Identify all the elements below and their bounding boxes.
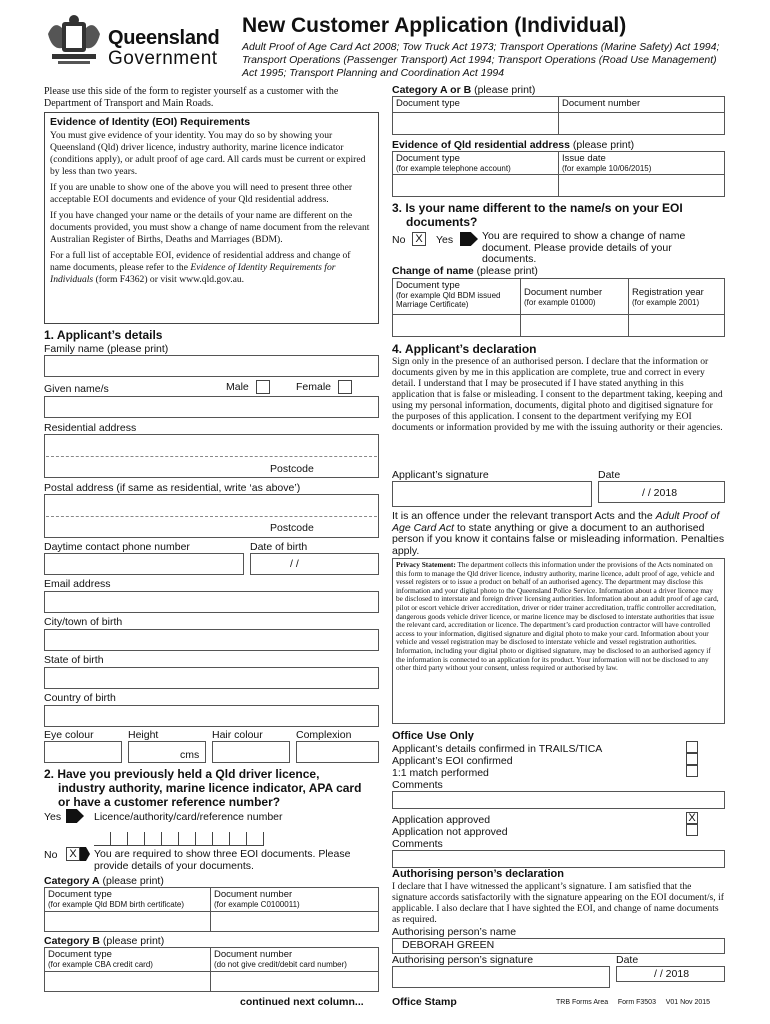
cat-a-heading: Category A (please print) bbox=[44, 875, 164, 887]
female-label: Female bbox=[296, 381, 332, 393]
gov-name-line1: Queensland bbox=[108, 27, 220, 49]
approval-comments-label: Comments bbox=[392, 838, 443, 850]
section3-heading: 3. Is your name different to the name/s on your EOI documents? bbox=[392, 201, 683, 229]
country-label: Country of birth bbox=[44, 692, 116, 704]
page-title: New Customer Application (Individual) bbox=[242, 14, 627, 37]
office-comments-label: Comments bbox=[392, 779, 443, 791]
office-comments-input[interactable] bbox=[392, 791, 725, 809]
continued-note: continued next column... bbox=[240, 996, 364, 1008]
cat-a-input-row[interactable] bbox=[45, 912, 379, 932]
cat-ab-table: Document type Document number bbox=[392, 96, 725, 135]
office-l2: Applicant’s EOI confirmed bbox=[392, 755, 513, 767]
not-approved-checkbox[interactable] bbox=[686, 824, 698, 836]
eoi-p2: If you are unable to show one of the above you will need to present three other acceptable EOI documents and evidence of your Qld residential address. bbox=[50, 182, 353, 205]
residential-label: Residential address bbox=[44, 422, 137, 434]
cat-ab-heading: Category A or B (please print) bbox=[392, 84, 536, 96]
office-l1-checkbox[interactable] bbox=[686, 741, 698, 753]
state-label: State of birth bbox=[44, 654, 104, 666]
auth-signature-input[interactable] bbox=[392, 966, 610, 988]
qld-crest bbox=[44, 14, 104, 66]
dob-input[interactable] bbox=[250, 553, 379, 575]
cat-a-table: Document type (for example Qld BDM birth certificate) Document number (for example C0100011) bbox=[44, 887, 379, 932]
auth-declaration-text: I declare that I have witnessed the applicant’s signature. I am satisfied that the signature accords satisfactorily with the signature appearing on the EOI document/s, if applicable. I also declare that I have sighted the EOI, and change of name documents as required. bbox=[392, 881, 724, 925]
applicant-signature-label: Applicant’s signature bbox=[392, 469, 489, 481]
approved-checkbox[interactable]: X bbox=[686, 812, 698, 824]
phone-label: Daytime contact phone number bbox=[44, 541, 190, 553]
auth-date-label: Date bbox=[616, 954, 639, 966]
intro-text: Please use this side of the form to register yourself as a customer with the Department of Transport and Main Roads. bbox=[44, 86, 339, 109]
s3-yes-label: Yes bbox=[436, 234, 454, 246]
licence-number-input[interactable] bbox=[94, 832, 264, 846]
s2-yes-label: Yes bbox=[44, 811, 62, 823]
male-checkbox[interactable] bbox=[256, 380, 270, 394]
office-use-heading: Office Use Only bbox=[392, 730, 474, 742]
eye-input[interactable] bbox=[44, 741, 122, 763]
email-label: Email address bbox=[44, 578, 111, 590]
res-address-table: Document type (for example telephone account) Issue date (for example 10/06/2015) bbox=[392, 151, 725, 197]
cat-ab-input-row[interactable] bbox=[393, 113, 725, 135]
approved-label: Application approved bbox=[392, 814, 491, 826]
office-stamp-label: Office Stamp bbox=[392, 996, 457, 1008]
section1-heading: 1. Applicant’s details bbox=[44, 328, 163, 342]
family-name-input[interactable] bbox=[44, 355, 379, 377]
section2-heading: 2. Have you previously held a Qld driver licence, industry authority, marine licence indicator, APA card or have a customer reference number? bbox=[44, 767, 362, 809]
privacy-statement: Privacy Statement: The department collects this information under the provisions of the Acts nominated on this form to manage the Qld driver licence, industry authority, marine licence, adult proof of age, vehicle and vessel registers or to issue a product on behalf of an authorised agency. The department may disclose this information and your digital photo to the Queensland Police Service. Information about a driver licence may be disclosed to interstate and foreign driver licensing authorities. Information about an adult proof of age card, pilot or escort vehicle driver accreditation, driver or rider trainer accreditation, traffic controller accreditation, dangerous goods vehicle driver licence, or marine licence may be disclosed to interstate authorities that issue the relevant card, accreditation or licence. The department’s card production contractor will have controlled access to your information, digitised signature and digital photo to make your card. Information about your vehicle and vessel registration may be disclosed to interstate vehicle and vessel registration authorities. Information, including your digital photo or digitised signature, may be disclosed to an authorised agency if the information is connected to an application for its product. Your information will not be disclosed to any other third party without your consent, unless required or authorised by law. bbox=[392, 558, 725, 724]
hair-input[interactable] bbox=[212, 741, 290, 763]
given-name-label: Given name/s bbox=[44, 383, 109, 395]
cat-b-heading: Category B (please print) bbox=[44, 935, 165, 947]
dob-label: Date of birth bbox=[250, 541, 308, 553]
state-input[interactable] bbox=[44, 667, 379, 689]
s2-no-label: No bbox=[44, 849, 58, 861]
s2-no-arrow-icon bbox=[80, 847, 90, 861]
email-input[interactable] bbox=[44, 591, 379, 613]
res-address-input-row[interactable] bbox=[393, 175, 725, 197]
office-l3: 1:1 match performed bbox=[392, 767, 489, 779]
height-label: Height bbox=[128, 729, 159, 741]
female-checkbox[interactable] bbox=[338, 380, 352, 394]
s2-no-text: You are required to show three EOI documents. Please provide details of your documents. bbox=[94, 848, 351, 872]
given-name-input[interactable] bbox=[44, 396, 379, 418]
section4-heading: 4. Applicant’s declaration bbox=[392, 342, 537, 356]
cat-b-input-row[interactable] bbox=[45, 972, 379, 992]
s2-yes-text: Licence/authority/card/reference number bbox=[94, 811, 283, 823]
res-address-heading: Evidence of Qld residential address (please print) bbox=[392, 139, 635, 151]
change-of-name-input-row[interactable] bbox=[393, 315, 725, 337]
footer-form-info: TRB Forms Area Form F3503 V01 Nov 2015 bbox=[556, 999, 711, 1006]
family-name-label: Family name (please print) bbox=[44, 343, 169, 355]
declaration-text: Sign only in the presence of an authorised person. I declare that the information or documents given by me in this application are complete, true and correct in every detail. I understand that I may be prosecuted if I have stated anything in this application that is false or misleading. I consent to the department taking, keeping and using my personal information, documents, digital photo and digitised signature for the purposes of this application. I consent to the department verifying my EOI documents or information provided by me with the issuing authority or their agencies. bbox=[392, 356, 723, 433]
gov-name-line2: Government bbox=[108, 48, 218, 69]
s3-no-label: No bbox=[392, 234, 406, 246]
eoi-p1: You must give evidence of your identity. You may do so by showing your Queensland (Qld) driver licence, industry authority, marine licence indicator (conditions apply), or adult proof of age card. All cards must be current or expired by less than two years. bbox=[50, 130, 366, 177]
auth-signature-label: Authorising person’s signature bbox=[392, 954, 534, 966]
s2-no-checkbox[interactable]: X bbox=[66, 847, 80, 861]
eoi-p3: If you have changed your name or the details of your name are different on the documents provided, you must show a change of name document from the relevant Australian Register of Births, Deaths and Marriages (BDM). bbox=[50, 210, 370, 245]
eye-label: Eye colour bbox=[44, 729, 94, 741]
city-label: City/town of birth bbox=[44, 616, 123, 628]
hair-label: Hair colour bbox=[212, 729, 263, 741]
phone-input[interactable] bbox=[44, 553, 244, 575]
applicant-signature-input[interactable] bbox=[392, 481, 592, 507]
eoi-box bbox=[44, 112, 379, 324]
change-of-name-table: Document type (for example Qld BDM issued Marriage Certificate) Document number (for example 01000) Registration year (for example 2001) bbox=[392, 278, 725, 337]
auth-heading: Authorising person’s declaration bbox=[392, 868, 564, 880]
cms-unit: cms bbox=[180, 749, 200, 761]
acts-list: Adult Proof of Age Card Act 2008; Tow Truck Act 1973; Transport Operations (Marine Safety) Act 1994; Transport Operations (Passenger Transport) Act 1994; Transport Operations (Road Use Management) Act 1995; Transport Planning and Coordination Act 1994 bbox=[242, 41, 720, 79]
office-l1: Applicant’s details confirmed in TRAILS/TICA bbox=[392, 743, 603, 755]
approval-comments-input[interactable] bbox=[392, 850, 725, 868]
country-input[interactable] bbox=[44, 705, 379, 727]
office-l2-checkbox[interactable] bbox=[686, 753, 698, 765]
eoi-heading: Evidence of Identity (EOI) Requirements bbox=[50, 116, 251, 128]
residential-postcode-label: Postcode bbox=[270, 463, 314, 475]
cat-b-table: Document type (for example CBA credit card) Document number (do not give credit/debit card number) bbox=[44, 947, 379, 992]
applicant-date-label: Date bbox=[598, 469, 621, 481]
change-of-name-heading: Change of name (please print) bbox=[392, 265, 538, 277]
applicant-date-value: / / 2018 bbox=[642, 487, 678, 499]
s3-no-checkbox[interactable]: X bbox=[412, 232, 426, 246]
s3-yes-arrow-icon[interactable] bbox=[460, 232, 478, 246]
auth-name-value: DEBORAH GREEN bbox=[402, 939, 495, 951]
male-label: Male bbox=[226, 381, 249, 393]
auth-name-label: Authorising person’s name bbox=[392, 926, 517, 938]
auth-date-value: / / 2018 bbox=[654, 968, 690, 980]
dob-separators: / / bbox=[290, 558, 299, 570]
complexion-input[interactable] bbox=[296, 741, 379, 763]
s2-yes-arrow-icon[interactable] bbox=[66, 809, 84, 823]
offence-text: It is an offence under the relevant transport Acts and the Adult Proof of Age Card Act to state anything or give a document to an authorised person if you know it contains false or misleading information. Penalties apply. bbox=[392, 510, 725, 557]
city-input[interactable] bbox=[44, 629, 379, 651]
office-l3-checkbox[interactable] bbox=[686, 765, 698, 777]
s3-yes-text: You are required to show a change of name document. Please provide details of your documents. bbox=[482, 230, 686, 265]
not-approved-label: Application not approved bbox=[392, 826, 508, 838]
eoi-p4: For a full list of acceptable EOI, evidence of residential address and change of name documents, please refer to the Evidence of Identity Requirements for Individuals (form F4362) or visit www.qld.gov.au. bbox=[50, 250, 351, 285]
complexion-label: Complexion bbox=[296, 729, 352, 741]
postal-postcode-label: Postcode bbox=[270, 522, 314, 534]
postal-label: Postal address (if same as residential, write ‘as above’) bbox=[44, 482, 301, 494]
